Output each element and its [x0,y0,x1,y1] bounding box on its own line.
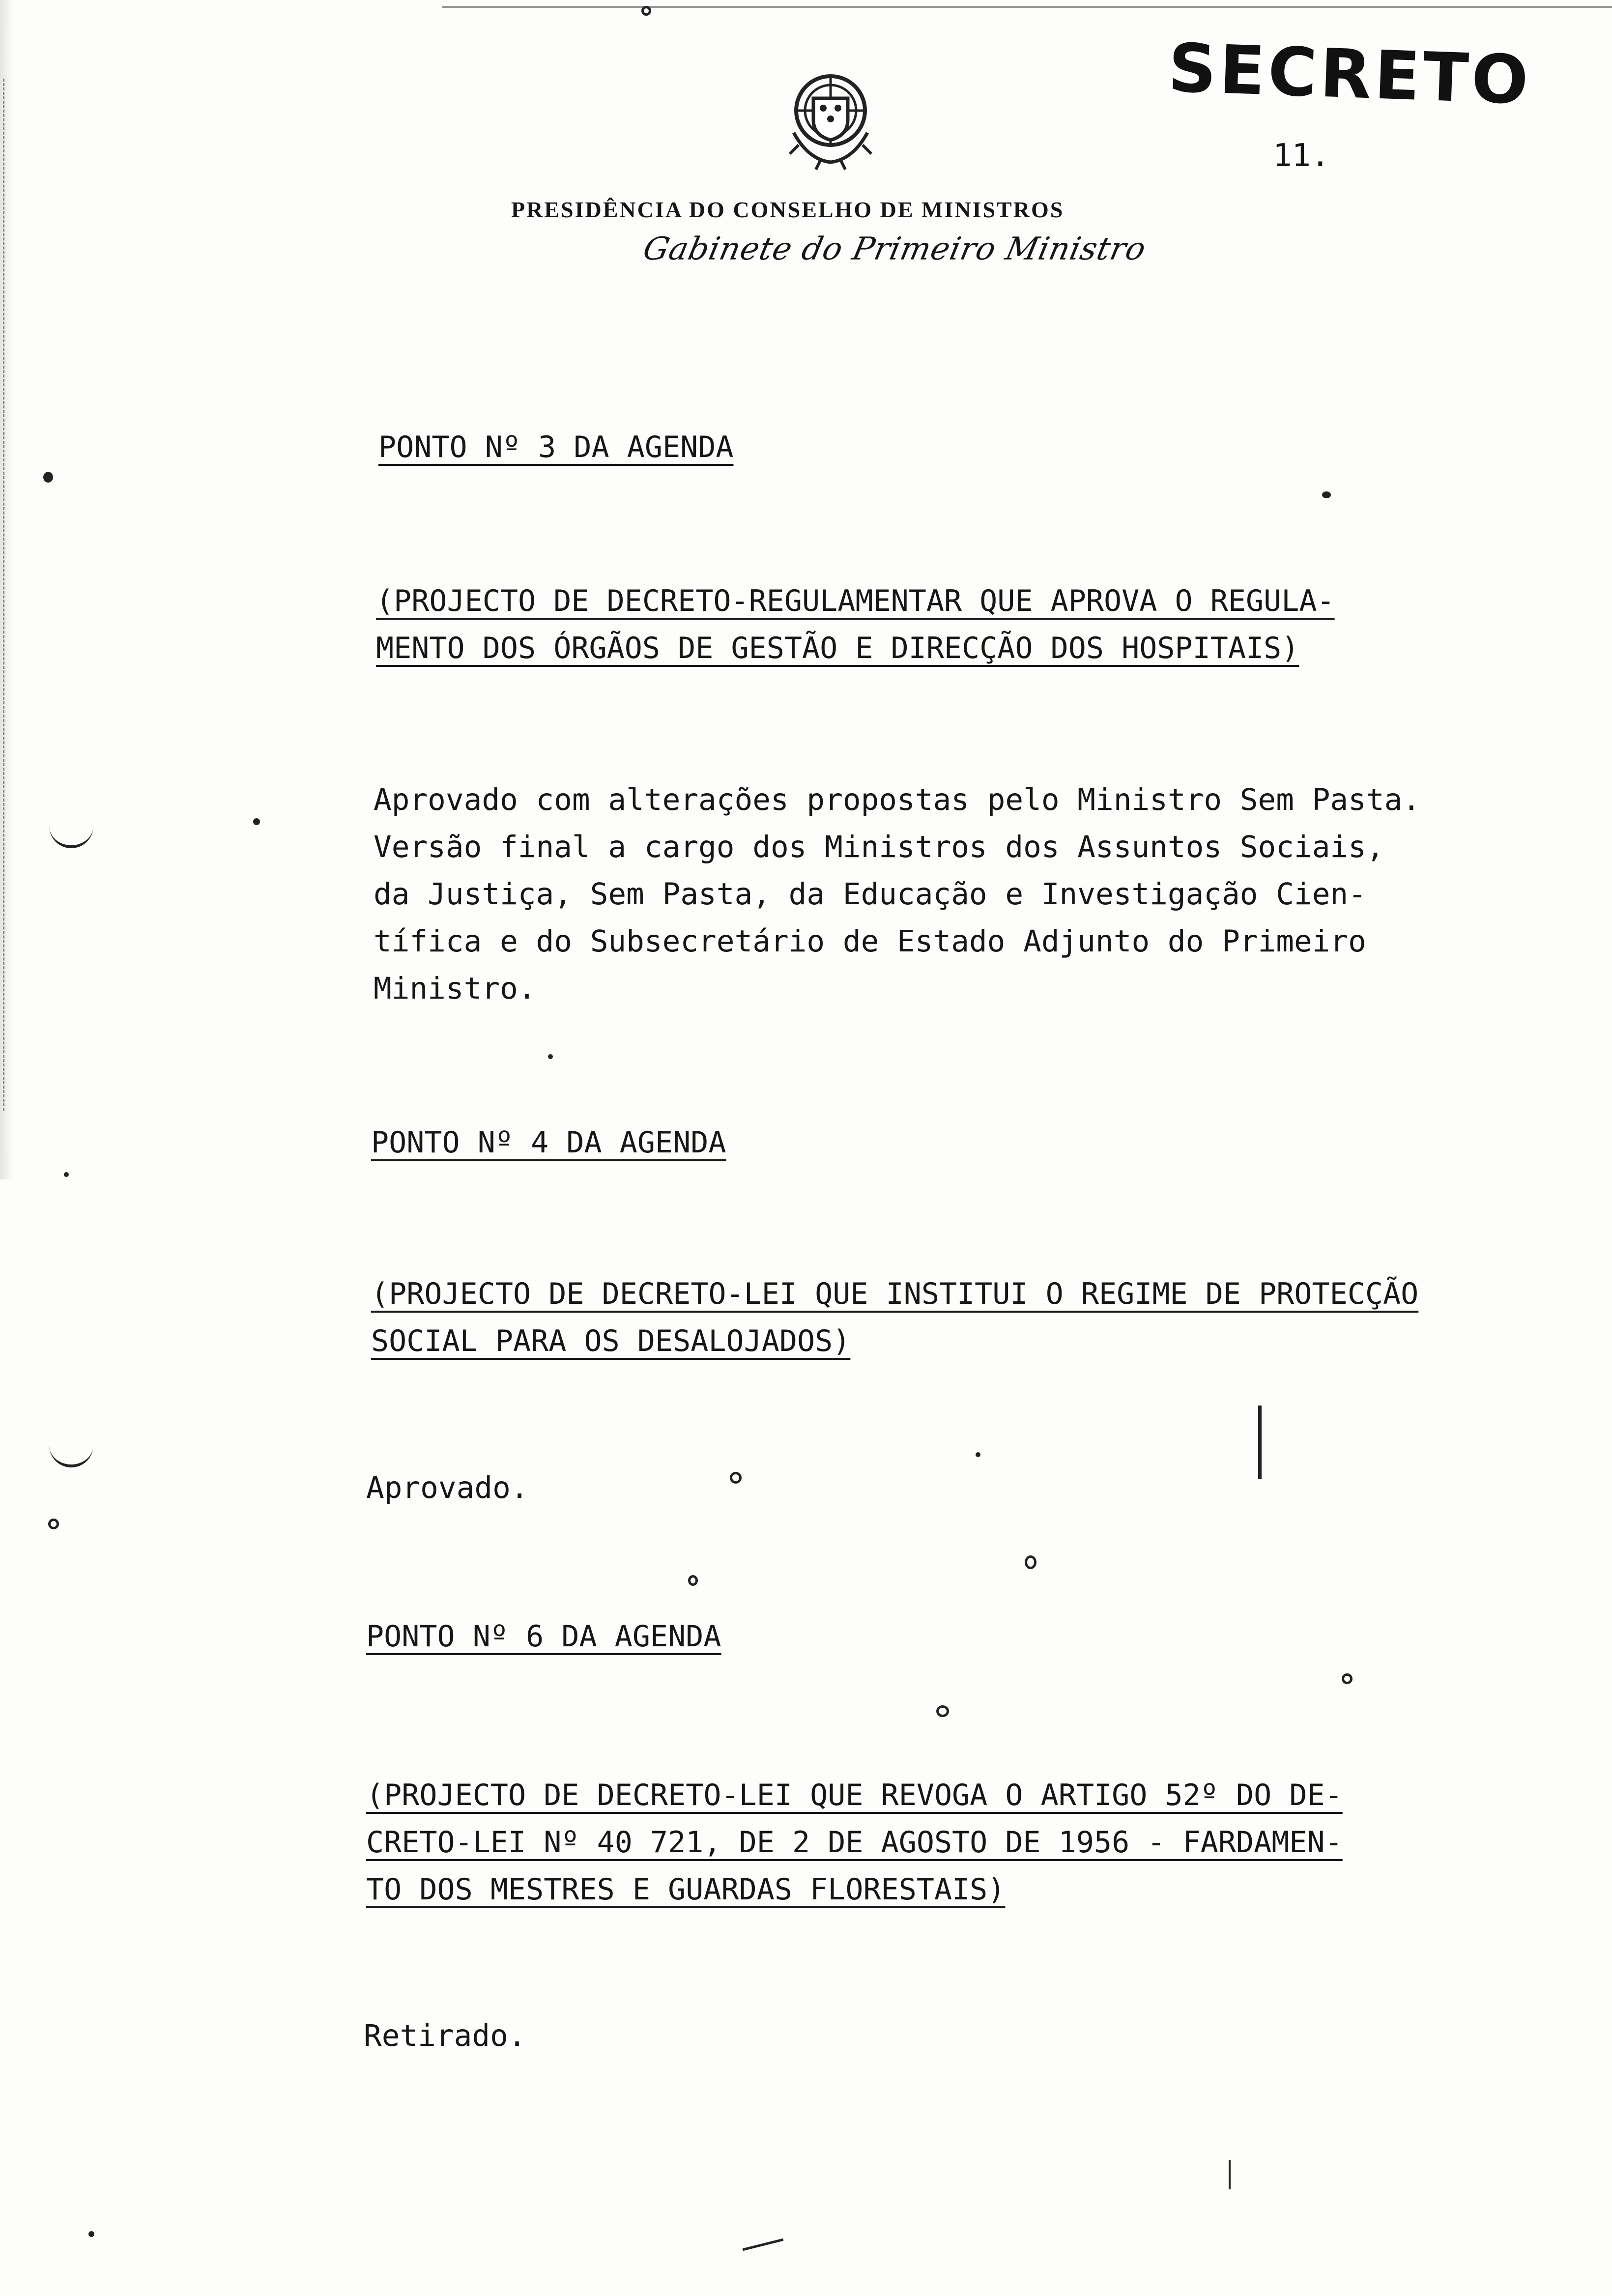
decision-line: Retirado. [364,2018,526,2053]
secret-stamp: SECRETO [1167,29,1533,120]
decision-text [366,1464,529,1512]
scan-speck [64,1172,69,1177]
margin-stroke [1229,2160,1231,2189]
decision-text [374,776,1420,1012]
scan-speck [730,1472,742,1484]
decision-line: Ministro. [374,971,536,1006]
scan-speck [253,818,260,825]
project-line: (PROJECTO DE DECRETO-LEI QUE INSTITUI O REGIME DE PROTECÇÃO [371,1277,1419,1311]
scan-speck [936,1705,949,1717]
hole-punch-mark [49,1425,93,1467]
scan-speck [43,472,53,483]
cabinet-subtitle: Gabinete do Primeiro Ministro [640,231,1150,267]
project-title [376,577,1335,672]
scan-speck [88,2231,94,2237]
decision-line: Aprovado com alterações propostas pelo Ministro Sem Pasta. [374,782,1421,817]
scan-speck [1322,491,1331,498]
project-line: SOCIAL PARA OS DESALOJADOS) [371,1324,851,1358]
scan-speck [1025,1555,1036,1569]
scan-speck [976,1452,980,1457]
project-line: (PROJECTO DE DECRETO-REGULAMENTAR QUE APROVA O REGULA- [376,584,1335,618]
scan-speck [641,6,651,16]
office-title: PRESIDÊNCIA DO CONSELHO DE MINISTROS [511,197,1065,222]
top-rule [442,6,1612,8]
decision-line: da Justiça, Sem Pasta, da Educação e Investigação Cien- [374,877,1366,912]
agenda-heading: PONTO Nº 4 DA AGENDA [371,1125,726,1160]
hole-punch-mark [49,806,93,848]
scan-speck [548,1054,553,1059]
decision-line: Aprovado. [366,1470,529,1505]
binding-marks [3,79,9,1111]
scan-speck [48,1519,59,1529]
agenda-heading: PONTO Nº 3 DA AGENDA [378,430,734,464]
project-line: TO DOS MESTRES E GUARDAS FLORESTAIS) [366,1872,1006,1907]
project-line: CRETO-LEI Nº 40 721, DE 2 DE AGOSTO DE 1956 - FARDAMEN- [366,1825,1343,1860]
decision-line: Versão final a cargo dos Ministros dos Assuntos Sociais, [374,830,1384,864]
project-line: (PROJECTO DE DECRETO-LEI QUE REVOGA O ARTIGO 52º DO DE- [366,1778,1343,1812]
scan-speck [1342,1673,1353,1684]
page-number: 11. [1273,138,1330,174]
decision-line: tífica e do Subsecretário de Estado Adjunto do Primeiro [374,924,1366,959]
decision-text [364,2012,526,2060]
project-line: MENTO DOS ÓRGÃOS DE GESTÃO E DIRECÇÃO DOS HOSPITAIS) [376,631,1299,665]
project-title [366,1772,1343,1913]
coat-of-arms-icon [772,59,890,177]
scan-speck [688,1575,698,1586]
project-title [371,1270,1418,1365]
margin-stroke [1258,1406,1262,1479]
agenda-heading: PONTO Nº 6 DA AGENDA [366,1619,721,1654]
margin-stroke [743,2239,784,2251]
